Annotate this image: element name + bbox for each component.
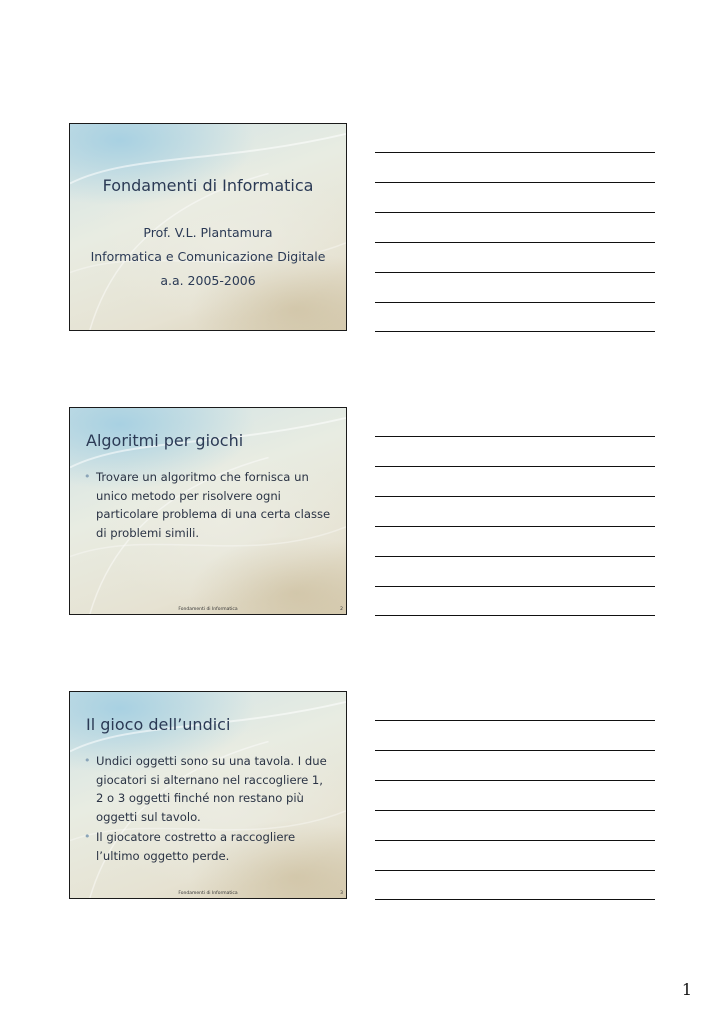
note-line <box>375 152 655 153</box>
note-line <box>375 302 655 303</box>
note-line <box>375 750 655 751</box>
slide-title: Fondamenti di Informatica <box>102 176 314 195</box>
note-line <box>375 526 655 527</box>
bullet-item <box>84 468 332 542</box>
note-line <box>375 870 655 871</box>
bullet-icon: • <box>84 470 91 483</box>
slide-1 <box>69 123 347 331</box>
note-line <box>375 810 655 811</box>
bullet-icon: • <box>84 754 91 767</box>
note-line <box>375 899 655 900</box>
note-line <box>375 182 655 183</box>
note-line <box>375 586 655 587</box>
note-line <box>375 331 655 332</box>
slide-number: 2 <box>340 607 343 612</box>
author-line: Prof. V.L. Plantamura <box>143 225 273 240</box>
year-line: a.a. 2005-2006 <box>160 273 256 288</box>
bullet-item <box>84 828 332 865</box>
note-line <box>375 466 655 467</box>
slide-2 <box>69 407 347 615</box>
bullet-item <box>84 752 332 826</box>
note-line <box>375 496 655 497</box>
note-line <box>375 556 655 557</box>
bullet-text: Il giocatore costretto a raccogliere l’ultimo oggetto perde. <box>96 830 296 863</box>
note-line <box>375 615 655 616</box>
slide-3 <box>69 691 347 899</box>
slide-footer: Fondamenti di Informatica <box>178 607 238 612</box>
slide-number: 3 <box>340 891 343 896</box>
note-line <box>375 212 655 213</box>
note-line <box>375 840 655 841</box>
bullet-text: Trovare un algoritmo che fornisca un unico metodo per risolvere ogni particolare problema di una certa classe di problemi simili. <box>96 470 331 540</box>
page-number: 1 <box>681 980 692 999</box>
course-line: Informatica e Comunicazione Digitale <box>90 249 326 264</box>
slide-subtitle <box>70 221 346 293</box>
bullet-icon: • <box>84 830 91 843</box>
slide-title: Il gioco dell’undici <box>86 715 231 734</box>
bullet-list <box>84 468 332 544</box>
note-line <box>375 436 655 437</box>
bullet-text: Undici oggetti sono su una tavola. I due giocatori si alternano nel raccogliere 1, 2 o 3 oggetti finché non restano più oggetti sul tavolo. <box>96 754 327 824</box>
note-line <box>375 780 655 781</box>
note-line <box>375 242 655 243</box>
note-line <box>375 272 655 273</box>
slide-footer: Fondamenti di Informatica <box>178 891 238 896</box>
bullet-list <box>84 752 332 867</box>
slide-title: Algoritmi per giochi <box>86 431 244 450</box>
note-line <box>375 720 655 721</box>
